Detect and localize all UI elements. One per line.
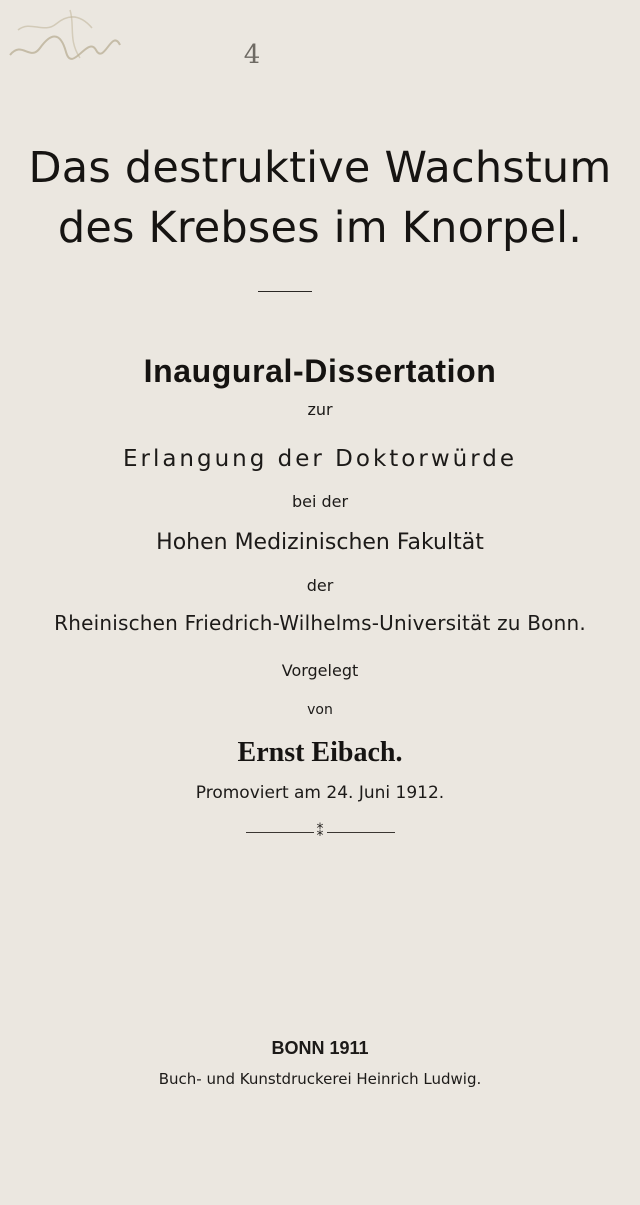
ornament-rule-right: [327, 832, 395, 833]
purpose-line: Erlangung der Doktorwürde: [122, 446, 518, 472]
promotion-date: Promoviert am 24. Juni 1912.: [195, 783, 445, 803]
ornament-divider: [0, 822, 640, 842]
text-zur: zur: [307, 400, 333, 419]
title-line-2: des Krebses im Knorpel.: [57, 203, 583, 253]
dissertation-heading: Inaugural-Dissertation: [143, 353, 497, 389]
university-line: Rheinischen Friedrich-Wilhelms-Universität zu Bonn.: [54, 611, 586, 635]
ornament-glyph: ⁑: [316, 824, 324, 840]
submitted-label: Vorgelegt: [281, 661, 359, 680]
title-line-1: Das destruktive Wachstum: [28, 143, 612, 193]
city-year: BONN 1911: [271, 1038, 369, 1058]
author-name: Ernst Eibach.: [237, 737, 403, 768]
text-von: von: [307, 702, 333, 718]
handwritten-page-mark: 4: [243, 40, 261, 70]
text-der: der: [306, 576, 334, 595]
printer-imprint: Buch- und Kunstdruckerei Heinrich Ludwig.: [158, 1070, 482, 1088]
faculty-line: Hohen Medizinischen Fakultät: [156, 530, 484, 555]
ornament-rule-left: [246, 832, 314, 833]
text-bei-der: bei der: [291, 492, 349, 511]
title-divider-rule: [258, 291, 312, 292]
